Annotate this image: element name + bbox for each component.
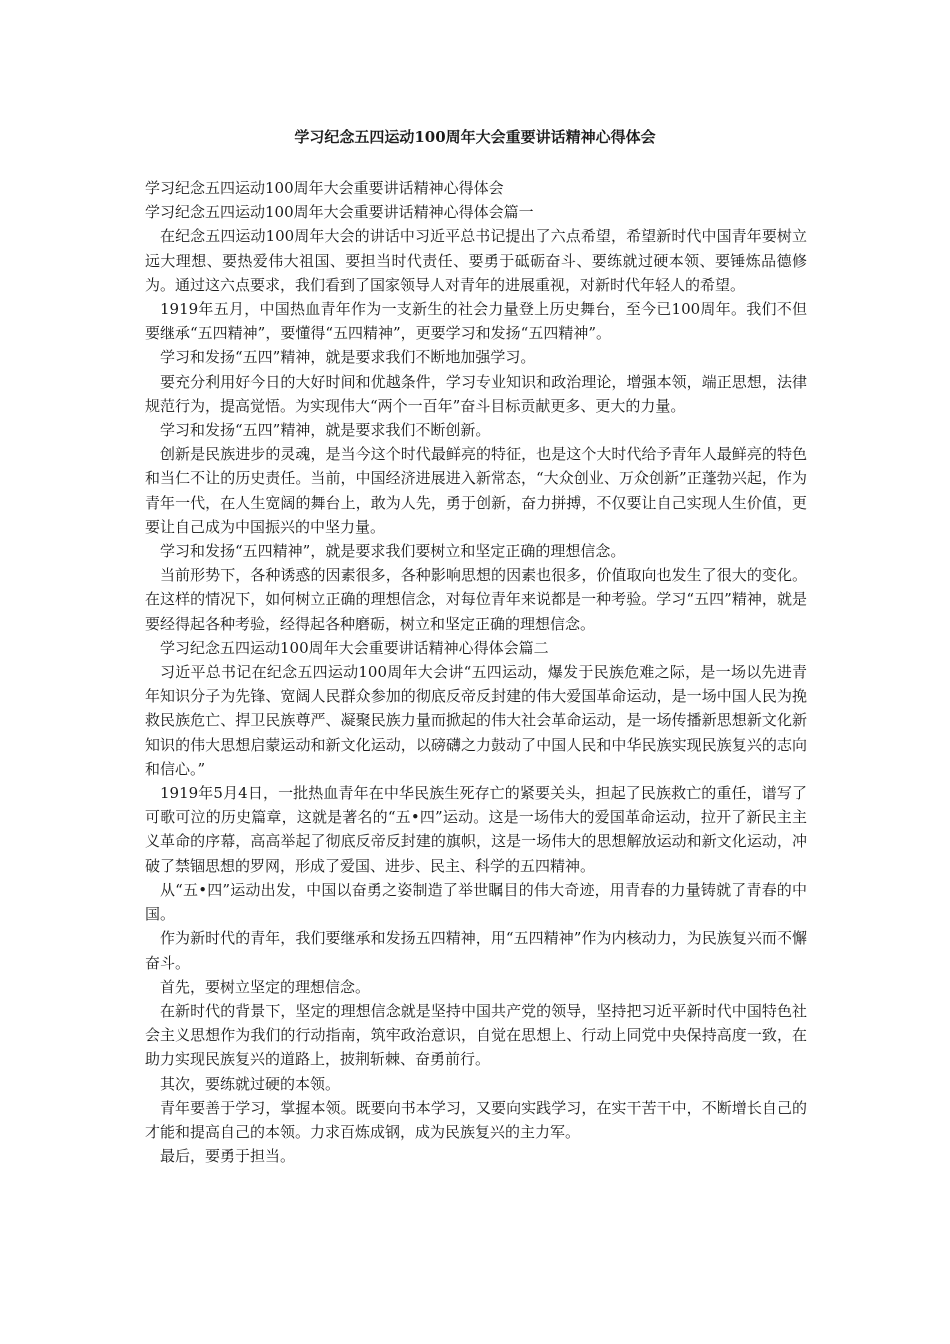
paragraph: 最后，要勇于担当。: [160, 1147, 296, 1166]
paragraph: 1919年5月4日，一批热血青年在中华民族生死存亡的紧要关头，担起了民族救亡的重任，谱写了可歌可泣的历史篇章，这就是著名的“五•四”运动。这是一场伟大的爱国革命运动，拉开了新民主主义革命的序幕，高高举起了彻底反帝反封建的旗帜，这是一场伟大的思想解放运动和新文化运动，冲破了禁锢思想的罗网，形成了爱国、进步、民主、科学的五四精神。: [145, 784, 807, 875]
paragraph: 作为新时代的青年，我们要继承和发扬五四精神，用“五四精神”作为内核动力，为民族复兴而不懈奋斗。: [145, 929, 807, 972]
paragraph: 当前形势下，各种诱惑的因素很多，各种影响思想的因素也很多，价值取向也发生了很大的变化。在这样的情况下，如何树立正确的理想信念，对每位青年来说都是一种考验。学习“五四”精神，就是要经得起各种考验，经得起各种磨砺，树立和坚定正确的理想信念。: [145, 566, 807, 633]
paragraph: 在纪念五四运动100周年大会的讲话中习近平总书记提出了六点希望，希望新时代中国青年要树立远大理想、要热爱伟大祖国、要担当时代责任、要勇于砥砺奋斗、要练就过硬本领、要锤炼品德修为。通过这六点要求，我们看到了国家领导人对青年的进展重视，对新时代年轻人的希望。: [145, 227, 807, 294]
paragraph: 学习和发扬“五四”精神，就是要求我们不断地加强学习。: [160, 348, 536, 367]
paragraph: 学习和发扬“五四”精神，就是要求我们不断创新。: [160, 421, 491, 440]
paragraph: 1919年五月，中国热血青年作为一支新生的社会力量登上历史舞台，至今已100周年。我们不但要继承“五四精神”，要懂得“五四精神”，更要学习和发扬“五四精神”。: [145, 300, 807, 343]
paragraph: 在新时代的背景下，坚定的理想信念就是坚持中国共产党的领导，坚持把习近平新时代中国特色社会主义思想作为我们的行动指南，筑牢政治意识，自觉在思想上、行动上同党中央保持高度一致，在助力实现民族复兴的道路上，披荆斩棘、奋勇前行。: [145, 1001, 807, 1069]
paragraph: 从“五•四”运动出发，中国以奋勇之姿制造了举世瞩目的伟大奇迹，用青春的力量铸就了青春的中国。: [145, 880, 807, 924]
paragraph: 创新是民族进步的灵魂，是当今这个时代最鲜亮的特征，也是这个大时代给予青年人最鲜亮的特色和当仁不让的历史责任。当前，中国经济进展进入新常态，“大众创业、万众创新”正蓬勃兴起，作为青年一代，在人生宽阔的舞台上，敢为人先，勇于创新，奋力拼搏，不仅要让自己实现人生价值，更要让自己成为中国振兴的中坚力量。: [145, 445, 807, 536]
paragraph: 学习和发扬“五四精神”，就是要求我们要树立和坚定正确的理想信念。: [160, 542, 626, 561]
paragraph: 首先，要树立坚定的理想信念。: [160, 977, 371, 996]
paragraph: 要充分利用好今日的大好时间和优越条件，学习专业知识和政治理论，增强本领，端正思想，法律规范行为，提高觉悟。为实现伟大“两个一百年”奋斗目标贡献更多、更大的力量。: [145, 372, 807, 415]
section-heading: 学习纪念五四运动100周年大会重要讲话精神心得体会篇二: [160, 638, 549, 657]
document-body: [145, 176, 807, 1168]
section-heading: 学习纪念五四运动100周年大会重要讲话精神心得体会篇一: [145, 203, 534, 222]
paragraph: 其次，要练就过硬的本领。: [160, 1074, 341, 1093]
paragraph: 青年要善于学习，掌握本领。既要向书本学习，又要向实践学习，在实干苦干中，不断增长自己的才能和提高自己的本领。力求百炼成钢，成为民族复兴的主力军。: [145, 1098, 807, 1141]
paragraph: 习近平总书记在纪念五四运动100周年大会讲“五四运动，爆发于民族危难之际，是一场以先进青年知识分子为先锋、宽阔人民群众参加的彻底反帝反封建的伟大爱国革命运动，是一场中国人民为挽救民族危亡、捍卫民族尊严、凝聚民族力量而掀起的伟大社会革命运动，是一场传播新思想新文化新知识的伟大思想启蒙运动和新文化运动，以磅礴之力鼓动了中国人民和中华民族实现民族复兴的志向和信心。”: [145, 663, 807, 778]
document-title: 学习纪念五四运动100周年大会重要讲话精神心得体会: [294, 128, 656, 146]
heading-line: 学习纪念五四运动100周年大会重要讲话精神心得体会: [145, 179, 504, 197]
